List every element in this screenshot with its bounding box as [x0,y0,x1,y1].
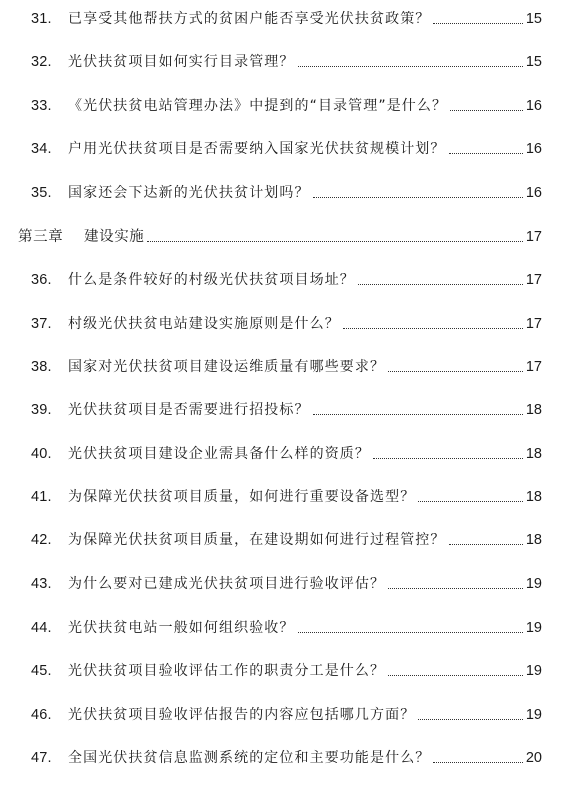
entry-number: 37. [31,316,52,332]
dot-leader [449,153,523,154]
entry-number: 39. [31,402,52,418]
page-number: 17 [525,229,542,245]
entry-title: 《光伏扶贫电站管理办法》中提到的“目录管理”是什么？ [68,98,448,114]
dot-leader [147,241,523,242]
entry-number: 41. [31,489,52,505]
entry-title: 国家还会下达新的光伏扶贫计划吗？ [68,185,310,201]
entry-title: 光伏扶贫项目验收评估工作的职责分工是什么？ [68,663,386,679]
entry-number: 47. [31,750,52,766]
toc-entry[interactable] [0,435,566,465]
dot-leader [313,414,523,415]
dot-leader [450,110,523,111]
page-number: 16 [525,141,542,157]
entry-title: 国家对光伏扶贫项目建设运维质量有哪些要求？ [68,359,386,375]
dot-leader [418,719,523,720]
entry-title: 户用光伏扶贫项目是否需要纳入国家光伏扶贫规模计划？ [68,141,446,157]
chapter-title: 建设实施 [84,229,145,245]
page-number: 19 [525,663,542,679]
entry-title: 为保障光伏扶贫项目质量，如何进行重要设备选型？ [68,489,416,505]
page-number: 17 [525,316,542,332]
toc-entry[interactable] [0,305,566,335]
dot-leader [418,501,523,502]
entry-title: 全国光伏扶贫信息监测系统的定位和主要功能是什么？ [68,750,431,766]
dot-leader [313,197,523,198]
toc-entry[interactable] [0,261,566,291]
entry-number: 32. [31,54,52,70]
chapter-label: 第三章 [18,229,64,245]
page-number: 19 [525,576,542,592]
toc-entry[interactable] [0,0,566,30]
entry-title: 光伏扶贫电站一般如何组织验收？ [68,620,295,636]
dot-leader [388,371,523,372]
toc-entry[interactable] [0,174,566,204]
dot-leader [449,544,523,545]
entry-number: 43. [31,576,52,592]
page-number: 20 [525,750,542,766]
entry-title: 已享受其他帮扶方式的贫困户能否享受光伏扶贫政策？ [68,11,431,27]
toc-entry[interactable] [0,130,566,160]
entry-title: 光伏扶贫项目验收评估报告的内容应包括哪几方面？ [68,707,416,723]
dot-leader [373,458,523,459]
toc-entry[interactable] [0,739,566,769]
entry-number: 33. [31,98,52,114]
entry-title: 为什么要对已建成光伏扶贫项目进行验收评估？ [68,576,386,592]
toc-chapter-heading[interactable] [0,218,566,248]
dot-leader [433,762,523,763]
toc-entry[interactable] [0,609,566,639]
page-number: 17 [525,272,542,288]
entry-number: 46. [31,707,52,723]
toc-entry[interactable] [0,565,566,595]
entry-number: 45. [31,663,52,679]
toc-entry[interactable] [0,521,566,551]
entry-number: 44. [31,620,52,636]
entry-title: 为保障光伏扶贫项目质量，在建设期如何进行过程管控？ [68,532,446,548]
entry-number: 36. [31,272,52,288]
page-number: 16 [525,98,542,114]
dot-leader [298,66,523,67]
entry-title: 光伏扶贫项目如何实行目录管理？ [68,54,295,70]
entry-number: 40. [31,446,52,462]
toc-entry[interactable] [0,348,566,378]
entry-title: 光伏扶贫项目建设企业需具备什么样的资质？ [68,446,370,462]
page-number: 18 [525,532,542,548]
dot-leader [343,328,523,329]
dot-leader [298,632,523,633]
entry-title: 村级光伏扶贫电站建设实施原则是什么？ [68,316,340,332]
entry-title: 什么是条件较好的村级光伏扶贫项目场址？ [68,272,355,288]
entry-number: 34. [31,141,52,157]
toc-entry[interactable] [0,87,566,117]
dot-leader [433,23,523,24]
page-number: 19 [525,707,542,723]
entry-number: 31. [31,11,52,27]
page-number: 17 [525,359,542,375]
page-number: 19 [525,620,542,636]
page-number: 16 [525,185,542,201]
dot-leader [388,675,523,676]
page-number: 18 [525,446,542,462]
page-number: 15 [525,54,542,70]
page-number: 18 [525,489,542,505]
entry-title: 光伏扶贫项目是否需要进行招投标？ [68,402,310,418]
page-number: 18 [525,402,542,418]
entry-number: 42. [31,532,52,548]
toc-entry[interactable] [0,43,566,73]
toc-entry[interactable] [0,696,566,726]
page-number: 15 [525,11,542,27]
toc-entry[interactable] [0,652,566,682]
entry-number: 35. [31,185,52,201]
toc-entry[interactable] [0,478,566,508]
toc-entry[interactable] [0,391,566,421]
dot-leader [388,588,523,589]
entry-number: 38. [31,359,52,375]
dot-leader [358,284,523,285]
